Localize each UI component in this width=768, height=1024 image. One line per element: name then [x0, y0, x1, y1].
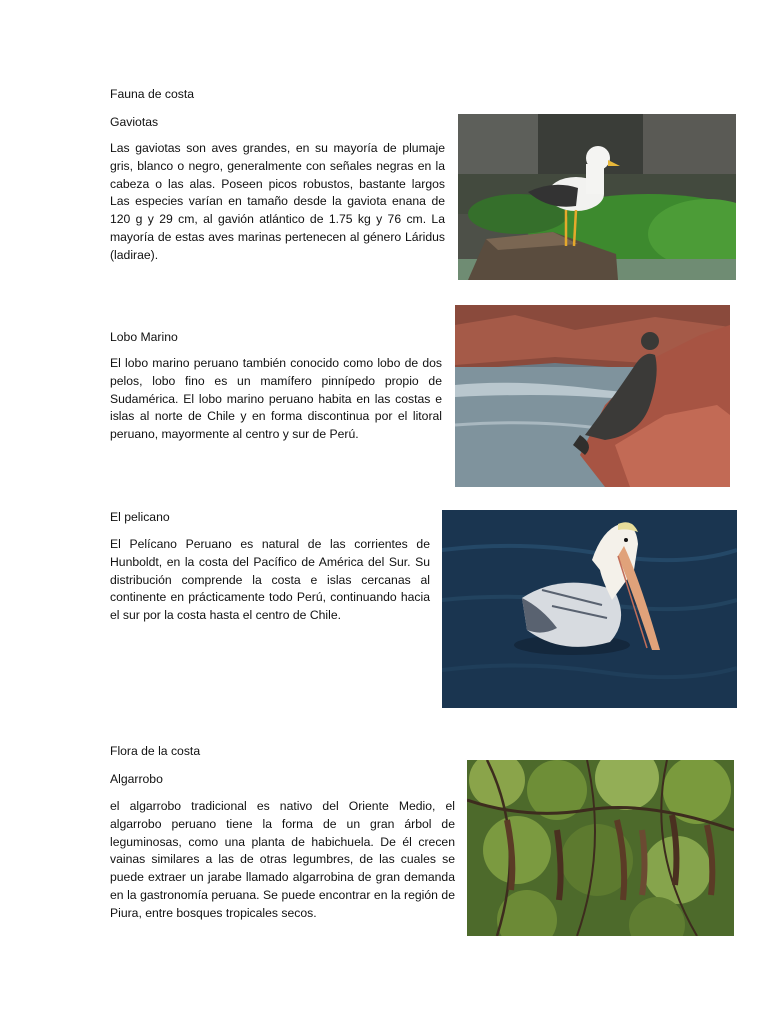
gull-photo [458, 114, 736, 280]
pelican-photo [442, 510, 737, 708]
lobo-marino-paragraph: El lobo marino peruano también conocido como lobo de dos pelos, lobo fino es un mamífero pinnípedo propio de Sudamérica. El lobo marino peruano habita en las costas e islas al norte de Chile y en forma discontinua por el litoral peruano, mayormente al centro y sur de Perú. [110, 356, 442, 442]
lobo-marino-heading: Lobo Marino [110, 330, 178, 344]
flora-title: Flora de la costa [110, 744, 201, 758]
gaviotas-heading: Gaviotas [110, 115, 159, 129]
fauna-title: Fauna de costa [110, 87, 195, 101]
algarrobo-paragraph: el algarrobo tradicional es nativo del Oriente Medio, el algarrobo peruano tiene la forma de un gran árbol de leguminosas, como una planta de habichuela. De él crecen vainas similares a las de otras legumbres, de las cuales se puede extraer un jarabe llamado algarrobina de gran demanda en la gastronomía peruana. Se puede encontrar en la región de Piura, entre bosques tropicales secos. [110, 799, 455, 920]
gaviotas-paragraph: Las gaviotas son aves grandes, en su mayoría de plumaje gris, blanco o negro, generalmente con señales negras en la cabeza o las alas. Poseen picos robustos, bastante largos Las especies varían en tamaño desde la gaviota enana de 120 g y 29 cm, al gavión atlántico de 1.75 kg y 76 cm. La mayoría de estas aves marinas pertenecen al género Láridus (ladirae). [110, 141, 445, 262]
algarrobo-photo [467, 760, 734, 936]
algarrobo-heading: Algarrobo [110, 772, 163, 786]
pelicano-paragraph: El Pelícano Peruano es natural de las corrientes de Hunboldt, en la costa del Pacífico de América del Sur. Su distribución comprende la costa e islas cercanas al continente en prácticamente todo Perú, continuando hacia el sur por la costa hasta el centro de Chile. [110, 537, 430, 623]
pelicano-heading: El pelicano [110, 510, 170, 524]
sea-lion-photo [455, 305, 730, 487]
